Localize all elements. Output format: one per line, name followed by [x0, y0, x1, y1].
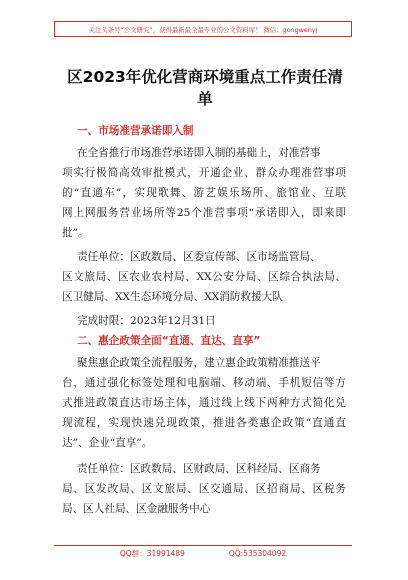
section-1-deadline: 完成时限：2023年12月31日 [77, 315, 216, 327]
qq-number-text: QQ:535304092 [228, 548, 287, 558]
section-1-body-line: 批”。 [62, 227, 89, 239]
section-1-responsible-line: 区文旅局、区农业农村局、XX公安分局、区综合执法局、 [62, 271, 346, 283]
section-2-responsible-line: 局、区发改局、区文旅局、区交通局、区招商局、区税务 [62, 483, 346, 495]
section-2-body-line: 聚焦惠企政策全流程服务，建立惠企政策精准推送平 [77, 357, 321, 369]
section-1-body-line: 网上网服务营业场所等25个准营事项“承诺即入，即来即 [62, 207, 346, 219]
section-2-responsible-line: 局、区人社局、区金融服务中心 [62, 503, 211, 515]
section-1-body-line: 项实行极简高效审批模式，开通企业、群众办理准营事项 [62, 167, 346, 179]
section-2-responsible-line: 责任单位：区政数局、区财政局、区科经局、区商务 [77, 463, 321, 475]
section-1-body-line: 在全省推行市场准营承诺即入制的基础上，对准营事 [77, 147, 321, 159]
section-1-heading: 一、市场准营承诺即入制 [77, 125, 194, 137]
section-1-responsible-line: 责任单位：区政数局、区委宣传部、区市场监管局、 [77, 251, 321, 263]
promo-banner: 关注头条号“公文研究”，获得最新最全最专业的公文资料库！ 微信：gongwenyj [54, 21, 352, 37]
section-2-body-line: 达”、企业“直享”。 [62, 437, 153, 449]
footer-contact-bar [54, 545, 352, 560]
section-2-body-line: 台，通过强化标签处理和电脑端、移动端、手机短信等方 [62, 377, 346, 389]
section-2-body-line: 式推进政策直达市场主体，通过线上线下两种方式简化兑 [62, 397, 346, 409]
section-2-heading: 二、惠企政策全面“直通、直达、直享” [77, 335, 261, 347]
document-title-line-1: 区2023年优化营商环境重点工作责任清 [67, 68, 343, 86]
qq-group-text: QQ群：31991489 [119, 548, 185, 558]
document-title-line-2: 单 [197, 90, 213, 108]
section-1-responsible-line: 区卫健局、XX生态环境分局、XX消防救援大队 [62, 291, 283, 303]
section-1-body-line: 的“直通车”，实现歌舞、游艺娱乐场所、旅馆业、互联 [62, 187, 346, 199]
section-2-body-line: 现流程，实现快速兑现政策，推进各类惠企政策“直通直 [62, 417, 346, 429]
